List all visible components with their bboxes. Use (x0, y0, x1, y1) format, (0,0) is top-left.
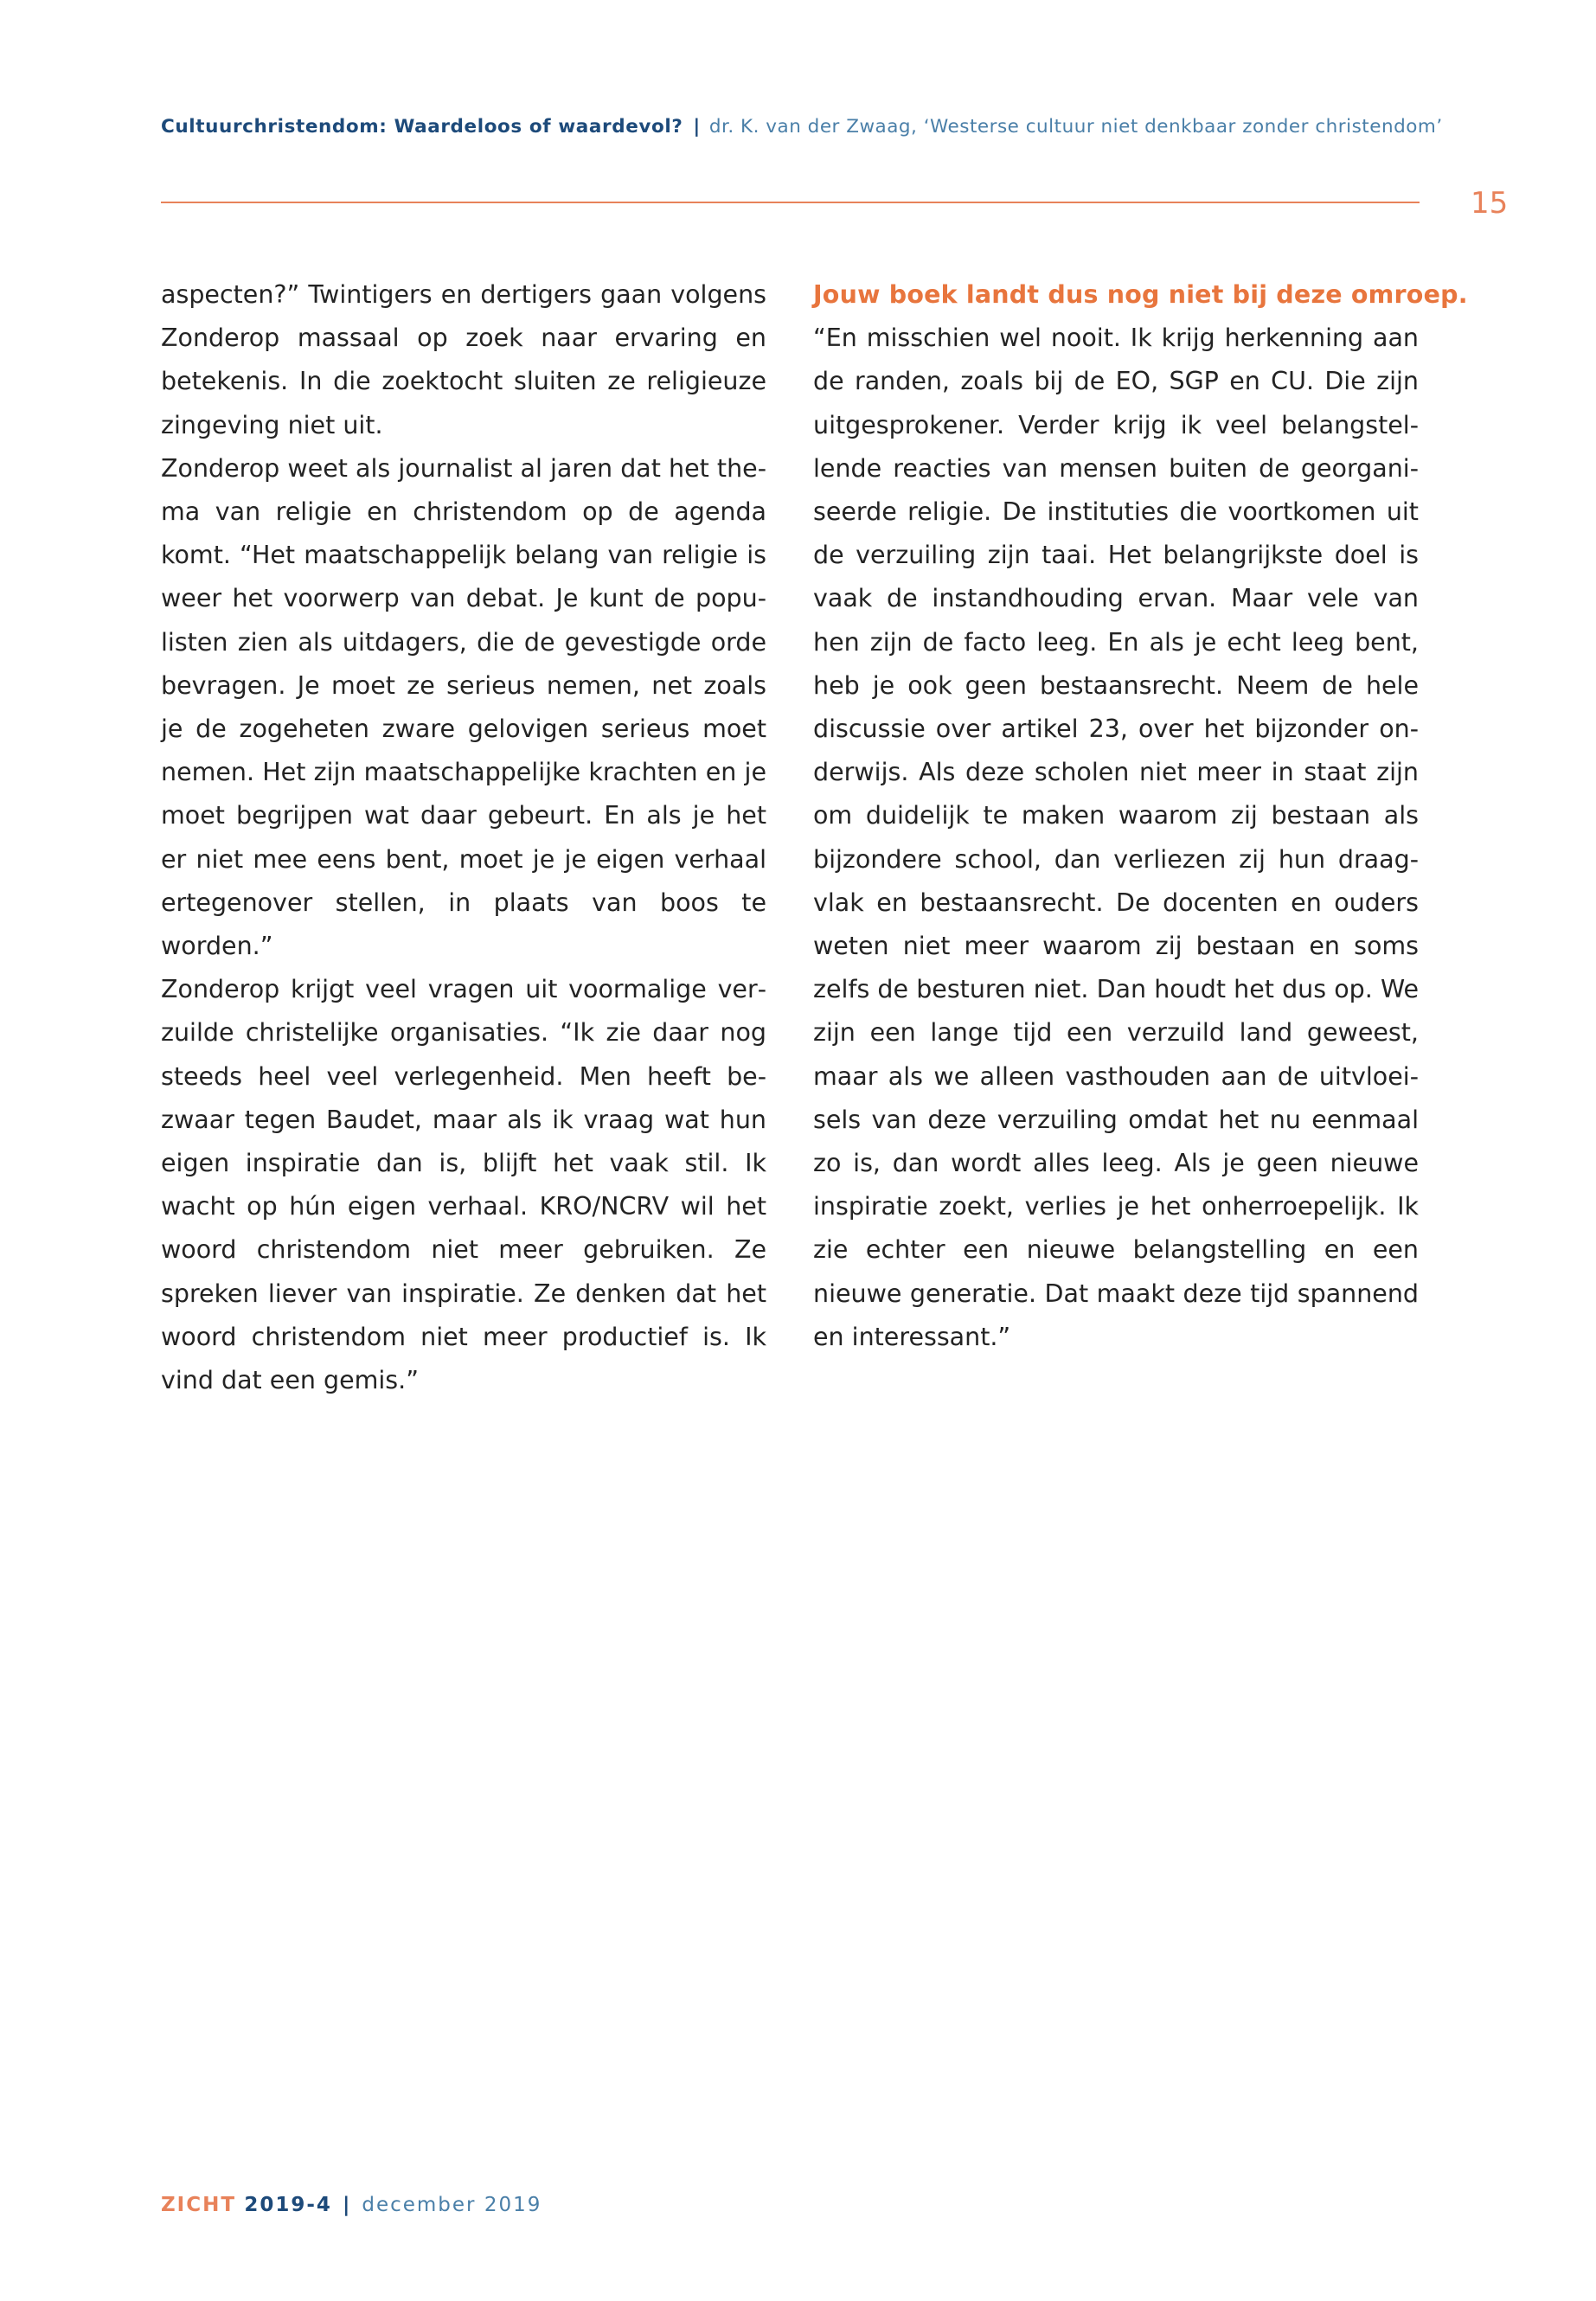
body-paragraph: Zonderop weet als journalist al jaren dat het thema van religie en christendom op de agenda komt. “Het maatschappelijk belang van religie is weer het voorwerp van debat. Je kunt de populisten zien als uitdagers, die de gevestigde orde bevragen. Je moet ze serieus nemen, net zoals je de zogeheten zware gelovigen serieus moet nemen. Het zijn maatschappelijke krachten en je moet begrijpen wat daar gebeurt. En als je het er niet mee eens bent, moet je je eigen verhaal ertegenover stellen, in plaats van boos te worden.” (161, 453, 766, 961)
header-rule (161, 202, 1420, 203)
page-footer (161, 2192, 542, 2218)
right-column (813, 273, 1468, 1359)
body-paragraph: Zonderop krijgt veel vragen uit voormalige verzuilde christelijke organisaties. “Ik zie daar nog steeds heel veel verlegenheid. Men heeft bezwaar tegen Baudet, maar als ik vraag wat hun eigen inspiratie dan is, blijft het vaak stil. Ik wacht op hún eigen verhaal. KRO/NCRV wil het woord christendom niet meer gebruiken. Ze spreken liever van inspiratie. Ze denken dat het woord christendom niet meer productief is. Ik vind dat een gemis.” (161, 975, 766, 1395)
issue-date: december 2019 (362, 2194, 542, 2216)
page-number: 15 (1471, 186, 1509, 221)
left-column (161, 273, 766, 1402)
article-title: dr. K. van der Zwaag, ‘Westerse cultuur niet denkbaar zonder christendom’ (708, 116, 1443, 138)
body-paragraph: aspecten?” Twintigers en dertigers gaan volgens Zonderop massaal op zoek naar ervaring en betekenis. In die zoektocht sluiten ze religieuze zingeving niet uit. (161, 280, 766, 439)
footer-separator: | (342, 2194, 352, 2216)
magazine-name: ZICHT (161, 2194, 237, 2216)
body-paragraph: “En misschien wel nooit. Ik krijg herkenning aan de randen, zoals bij de EO, SGP en CU. Die zijn uitgesprokener. Verder krijg ik veel belangstellende reacties van mensen buiten de georganiseerde religie. De instituties die voortkomen uit de verzuiling zijn taai. Het belangrijkste doel is vaak de instandhouding ervan. Maar vele van hen zijn de facto leeg. En als je echt leeg bent, heb je ook geen bestaansrecht. Neem de hele discussie over artikel 23, over het bijzonder onderwijs. Als deze scholen niet meer in staat zijn om duidelijk te maken waarom zij bestaan als bijzondere school, dan verliezen zij hun draagvlak en bestaansrecht. De docenten en ouders weten niet meer waarom zij bestaan en soms zelfs de besturen niet. Dan houdt het dus op. We zijn een lange tijd een verzuild land geweest, maar als we alleen vasthouden aan de uitvloeisels van deze verzuiling omdat het nu eenmaal zo is, dan wordt alles leeg. Als je geen nieuwe inspiratie zoekt, verlies je het onherroepelijk. Ik zie echter een nieuwe belangstelling en een nieuwe generatie. Dat maakt deze tijd spannend en interessant.” (813, 324, 1419, 1351)
header-separator: | (693, 116, 701, 138)
running-header (161, 114, 1443, 140)
series-title: Cultuurchristendom: Waardeloos of waardevol? (161, 116, 683, 138)
issue-number: 2019-4 (244, 2194, 332, 2216)
interview-question: Jouw boek landt dus nog niet bij deze omroep. (813, 280, 1468, 309)
